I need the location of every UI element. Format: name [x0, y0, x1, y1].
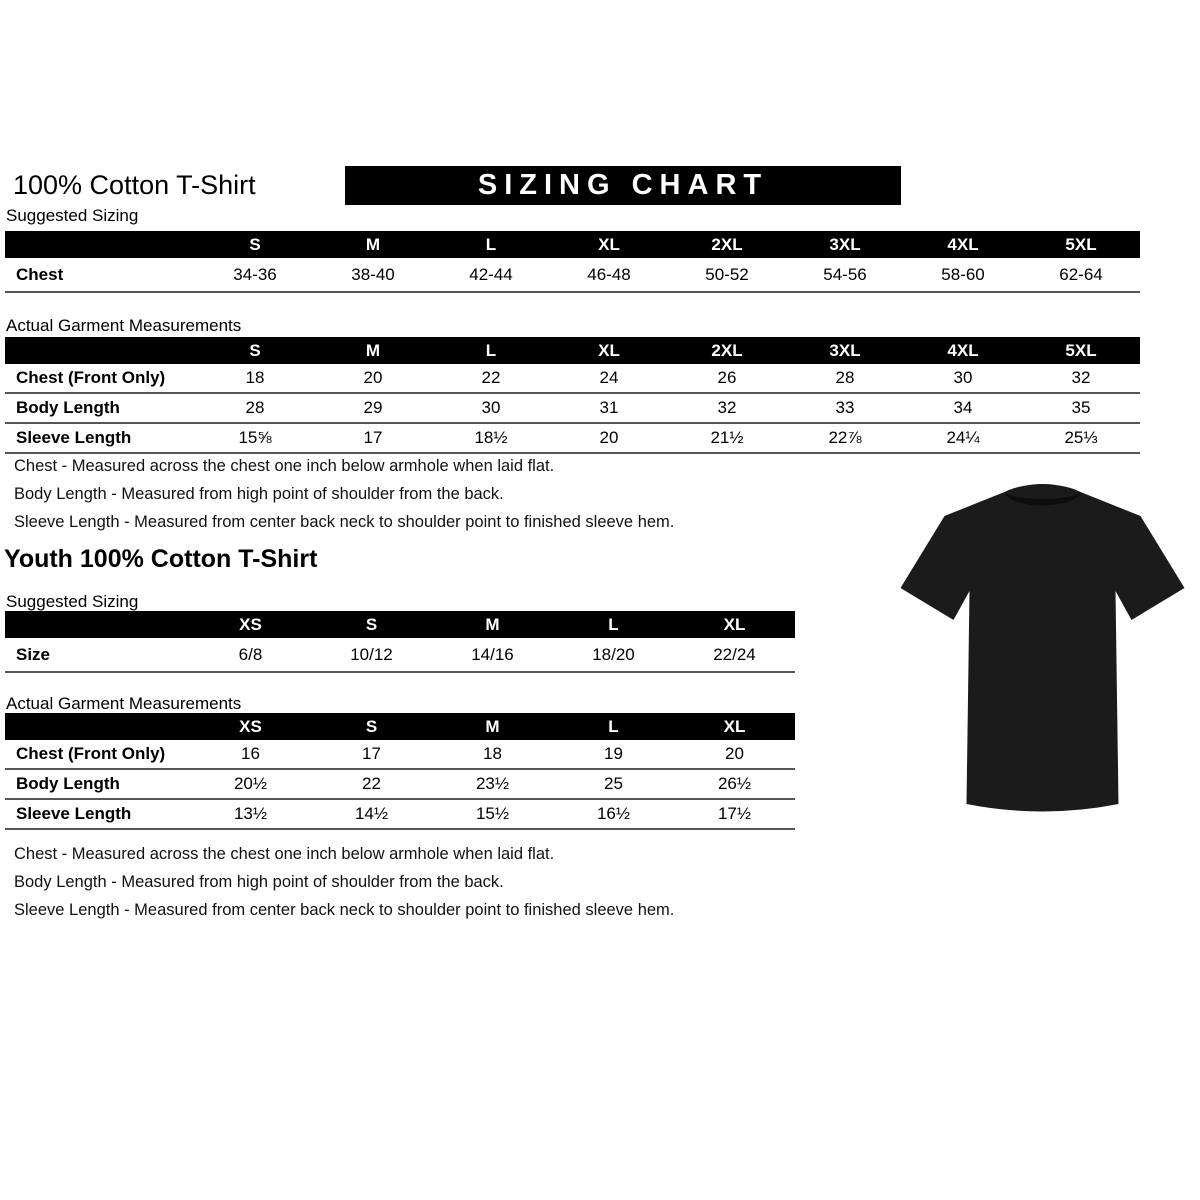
column-header: 3XL — [786, 337, 904, 364]
size-cell: 46-48 — [587, 264, 631, 284]
column-header: M — [314, 231, 432, 258]
size-cell: 25 — [604, 774, 623, 793]
size-cell: 58-60 — [941, 264, 985, 284]
youth-actual-table — [5, 713, 795, 830]
header-row — [5, 611, 795, 638]
column-header: M — [432, 713, 553, 740]
youth-suggested-table — [5, 611, 795, 673]
size-cell: 16 — [241, 744, 260, 763]
column-header: M — [314, 337, 432, 364]
size-cell: 20 — [725, 744, 744, 763]
header-row — [5, 713, 795, 740]
size-cell: 22⅞ — [828, 428, 862, 447]
column-header: XL — [550, 337, 668, 364]
adult-suggested-table — [5, 231, 1140, 293]
size-cell: 18/20 — [592, 644, 635, 664]
note-line: Body Length - Measured from high point of shoulder from the back. — [14, 873, 504, 891]
page-title: 100% Cotton T-Shirt — [13, 170, 256, 200]
tshirt-icon — [890, 476, 1195, 821]
size-cell: 22 — [362, 774, 381, 793]
row-label: Body Length — [16, 398, 120, 417]
size-cell: 22 — [481, 368, 501, 387]
sizing-chart-banner — [345, 166, 901, 205]
adult-actual-label: Actual Garment Measurements — [6, 316, 242, 335]
row-label: Chest (Front Only) — [16, 744, 166, 763]
column-header: 3XL — [786, 231, 904, 258]
row-label: Chest (Front Only) — [16, 368, 166, 387]
size-cell: 28 — [835, 368, 855, 387]
column-header: L — [432, 337, 550, 364]
size-cell: 31 — [599, 398, 619, 417]
table-row — [5, 423, 1140, 453]
table-row — [5, 740, 795, 769]
size-cell: 6/8 — [238, 644, 263, 664]
size-cell: 42-44 — [469, 264, 513, 284]
size-cell: 14½ — [354, 804, 389, 823]
size-cell: 17 — [363, 428, 383, 447]
column-header: S — [196, 337, 314, 364]
note-line: Sleeve Length - Measured from center back neck to shoulder point to finished sleeve hem. — [14, 513, 675, 531]
table-row — [5, 364, 1140, 393]
column-header: L — [553, 713, 674, 740]
table-row — [5, 769, 795, 799]
youth-title: Youth 100% Cotton T-Shirt — [4, 545, 318, 573]
column-header: 2XL — [668, 337, 786, 364]
column-header: 4XL — [904, 337, 1022, 364]
column-header: 2XL — [668, 231, 786, 258]
youth-actual-label: Actual Garment Measurements — [6, 694, 242, 713]
row-label: Sleeve Length — [16, 804, 132, 823]
corner-cell — [5, 713, 190, 740]
note-line: Body Length - Measured from high point of shoulder from the back. — [14, 485, 504, 503]
size-cell: 34 — [953, 398, 973, 417]
size-cell: 34-36 — [233, 264, 277, 284]
size-cell: 33 — [835, 398, 855, 417]
adult-actual-table — [5, 337, 1140, 454]
size-cell: 24¼ — [946, 428, 980, 447]
size-cell: 18 — [245, 368, 265, 387]
size-cell: 30 — [953, 368, 973, 387]
column-header: XL — [674, 713, 795, 740]
column-header: M — [432, 611, 553, 638]
note-line: Chest - Measured across the chest one inch below armhole when laid flat. — [14, 457, 555, 475]
note-line: Chest - Measured across the chest one inch below armhole when laid flat. — [14, 845, 555, 863]
column-header: S — [311, 713, 432, 740]
column-header: L — [553, 611, 674, 638]
size-cell: 38-40 — [351, 264, 395, 284]
table-row — [5, 638, 795, 672]
row-label: Body Length — [16, 774, 120, 793]
row-label: Sleeve Length — [16, 428, 132, 447]
size-cell: 19 — [604, 744, 623, 763]
size-cell: 20 — [599, 428, 619, 447]
header-row — [5, 337, 1140, 364]
column-header: S — [311, 611, 432, 638]
corner-cell — [5, 611, 190, 638]
column-header: L — [432, 231, 550, 258]
table-row — [5, 258, 1140, 292]
column-header: XS — [190, 611, 311, 638]
row-label: Size — [16, 644, 51, 664]
size-cell: 32 — [1071, 368, 1091, 387]
size-cell: 30 — [481, 398, 501, 417]
table-row — [5, 393, 1140, 423]
size-cell: 62-64 — [1059, 264, 1103, 284]
size-cell: 29 — [363, 398, 383, 417]
size-cell: 25⅓ — [1064, 428, 1098, 447]
size-cell: 15½ — [475, 804, 510, 823]
size-cell: 28 — [245, 398, 265, 417]
column-header: 4XL — [904, 231, 1022, 258]
size-cell: 32 — [717, 398, 737, 417]
size-cell: 17½ — [717, 804, 752, 823]
size-cell: 10/12 — [350, 644, 393, 664]
column-header: 5XL — [1022, 231, 1140, 258]
column-header: 5XL — [1022, 337, 1140, 364]
size-cell: 18½ — [474, 428, 508, 447]
size-cell: 18 — [483, 744, 502, 763]
column-header: XS — [190, 713, 311, 740]
row-label: Chest — [16, 264, 64, 284]
corner-cell — [5, 337, 196, 364]
note-line: Sleeve Length - Measured from center back neck to shoulder point to finished sleeve hem. — [14, 901, 675, 919]
header-row — [5, 231, 1140, 258]
size-cell: 22/24 — [713, 644, 756, 664]
size-cell: 15⅝ — [238, 428, 272, 447]
youth-suggested-label: Suggested Sizing — [6, 592, 139, 611]
size-cell: 13½ — [233, 804, 268, 823]
table-row — [5, 799, 795, 829]
size-cell: 23½ — [475, 774, 510, 793]
column-header: S — [196, 231, 314, 258]
size-cell: 20 — [363, 368, 383, 387]
size-cell: 54-56 — [823, 264, 867, 284]
adult-suggested-label: Suggested Sizing — [6, 206, 139, 225]
size-cell: 26 — [717, 368, 737, 387]
adult-notes — [14, 452, 674, 536]
tshirt-body-shape — [901, 484, 1185, 812]
tshirt-product-image — [890, 476, 1195, 821]
size-cell: 20½ — [233, 774, 268, 793]
youth-notes — [14, 840, 674, 924]
banner-text: SIZING CHART — [477, 169, 769, 201]
size-cell: 24 — [599, 368, 619, 387]
size-cell: 26½ — [717, 774, 752, 793]
size-cell: 17 — [362, 744, 381, 763]
size-cell: 35 — [1071, 398, 1091, 417]
size-cell: 14/16 — [471, 644, 514, 664]
size-cell: 50-52 — [705, 264, 749, 284]
size-cell: 16½ — [596, 804, 631, 823]
column-header: XL — [550, 231, 668, 258]
corner-cell — [5, 231, 196, 258]
column-header: XL — [674, 611, 795, 638]
size-cell: 21½ — [710, 428, 744, 447]
